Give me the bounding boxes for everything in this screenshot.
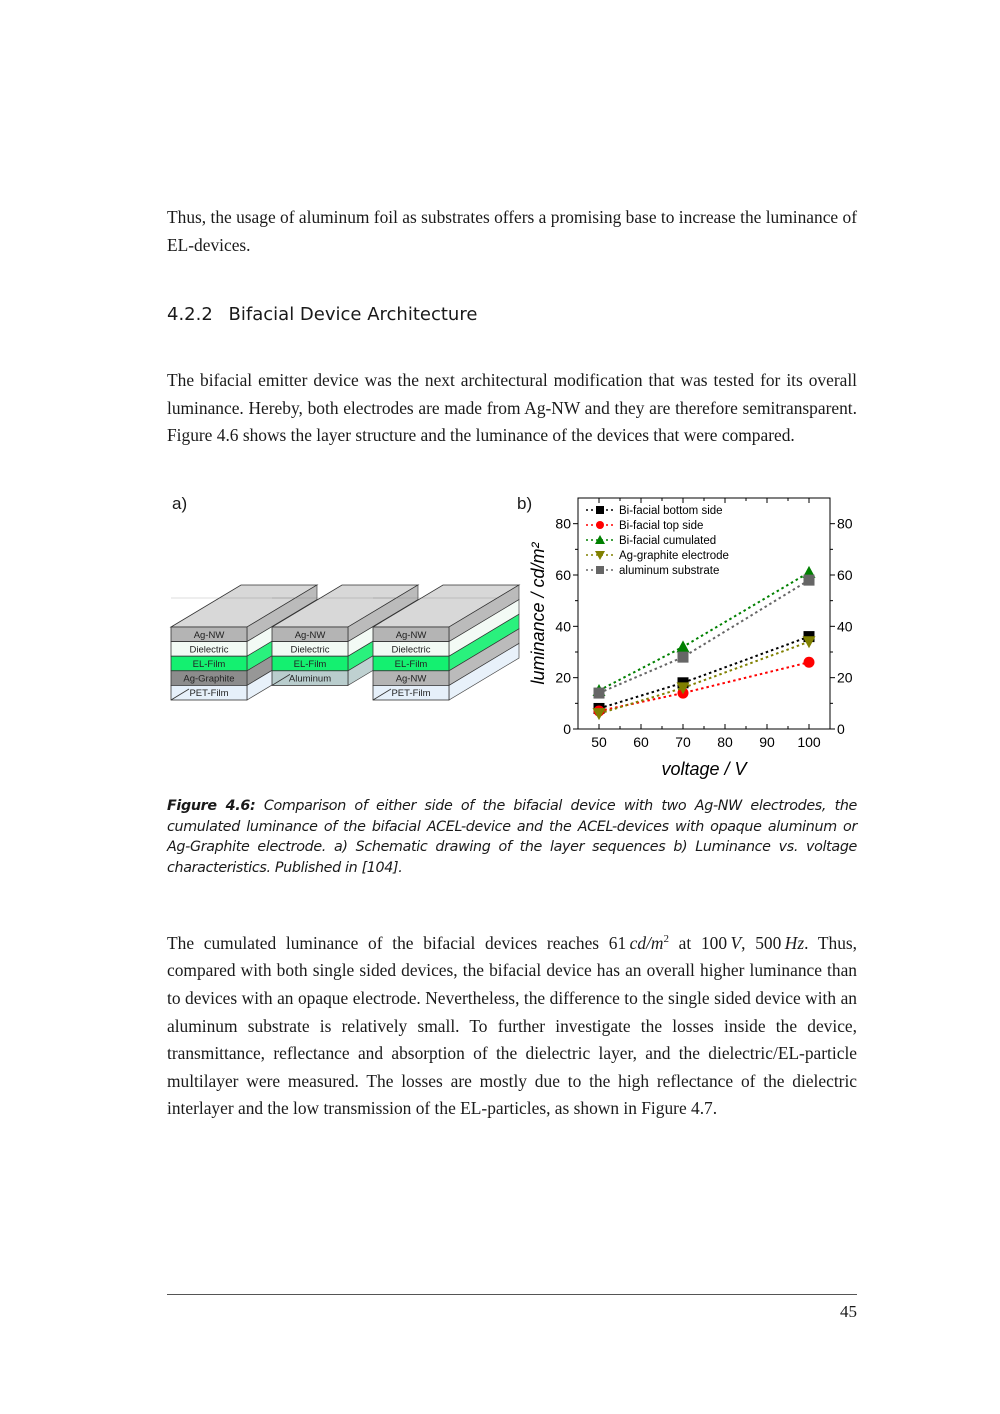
layer-label: Ag-NW [193,629,225,641]
figure-label-a: a) [172,494,188,513]
layer-label: Dielectric [290,644,330,656]
x-tick-label: 90 [759,734,775,750]
layer-label: PET-Film [189,688,229,700]
layer-label: Dielectric [189,644,229,656]
chart-legend [586,505,729,577]
layer-label: EL-Film [192,659,226,670]
data-series [593,566,816,696]
x-tick-label: 60 [633,734,649,750]
x-tick-label: 70 [675,734,691,750]
layer-label: Dielectric [391,644,431,656]
p2-unit-3: Hz [784,932,805,953]
y-tick-label: 40 [555,618,571,635]
caption-text: Comparison of either side of the bifacial device with two Ag-NW electrodes, the cumulated luminance of the bifacial ACEL-device and the ACEL-devices with opaque aluminum or Ag-Graphite electrode. a) Schematic drawing of the layer sequences b) Luminance vs. voltage characteristics. Published in [104]. [167,798,857,876]
x-tick-label: 100 [797,734,821,750]
p2-unit-2: V [730,932,742,953]
y2-tick-label: 80 [837,515,853,532]
figure-caption [167,796,857,878]
caption-label: Figure 4.6: [167,798,256,814]
y2-tick-label: 20 [837,669,853,686]
section-heading [167,304,477,325]
legend-entry: Bi-facial top side [619,520,704,532]
y-tick-label: 20 [555,669,571,686]
p2-text-2: at 100 [668,932,728,953]
section-number: 4.2.2 [167,304,213,325]
luminance-chart [520,490,860,790]
paragraph-1: The bifacial emitter device was the next architectural modification that was tested for its overall luminance. Hereby, both electrodes are made from Ag-NW and they are therefore semitransparent. Figure 4.6 shows the layer structure and the luminance of the devices that were compared. [167,370,857,446]
legend-entry: aluminum substrate [619,565,720,577]
y2-tick-label: 0 [837,721,845,737]
y-tick-label: 80 [555,515,571,532]
y2-tick-label: 60 [837,567,853,583]
legend-entry: Bi-facial cumulated [619,535,717,547]
layer-label: Aluminum [288,673,332,685]
section-title: Bifacial Device Architecture [228,304,478,325]
figure-label-b: b) [517,494,533,513]
layer-label: Ag-NW [395,629,427,641]
layer-label: Ag-Graphite [183,673,235,685]
data-series [593,636,816,720]
p2-unit-1: cd/m [629,932,664,953]
layer-label: Ag-NW [294,629,326,641]
layer-label: PET-Film [391,688,431,700]
x-tick-label: 50 [591,734,607,750]
p2-text-3: , 500 [741,932,782,953]
page-number: 45 [840,1302,857,1321]
layer-label: EL-Film [293,659,327,670]
y-tick-label: 0 [563,721,571,737]
layer-label: Ag-NW [395,673,427,685]
layer-label: EL-Film [394,659,428,670]
x-tick-label: 80 [717,734,733,750]
y-axis-label: luminance / cd/m² [528,542,548,685]
paragraph-2 [167,926,857,1123]
p2-text-4: . Thus, compared with both single sided devices, the bifacial device has an overall higher luminance than to devices with an opaque electrode. Nevertheless, the difference to the single sided device with an aluminum substrate is relatively small. To further investigate the losses inside the device, transmittance, reflectance and absorption of the dielectric layer, and the dielectric/EL-particle multilayer were measured. The losses are mostly due to the high reflectance of the dielectric interlayer and the low transmission of the EL-particles, as shown in Figure 4.7. [167,932,858,1119]
legend-entry: Bi-facial bottom side [619,505,723,517]
footer-rule [167,1294,857,1295]
p2-text-1: The cumulated luminance of the bifacial devices reaches 61 [167,932,627,953]
y-tick-label: 60 [555,567,571,583]
x-axis-label: voltage / V [661,759,747,779]
intro-paragraph: Thus, the usage of aluminum foil as substrates offers a promising base to increase the luminance of EL-devices. [167,207,857,255]
legend-entry: Ag-graphite electrode [619,550,729,562]
layer-schematic [160,570,530,710]
data-series [594,657,815,717]
y2-tick-label: 40 [837,618,853,635]
p2-sup: 2 [663,933,669,945]
